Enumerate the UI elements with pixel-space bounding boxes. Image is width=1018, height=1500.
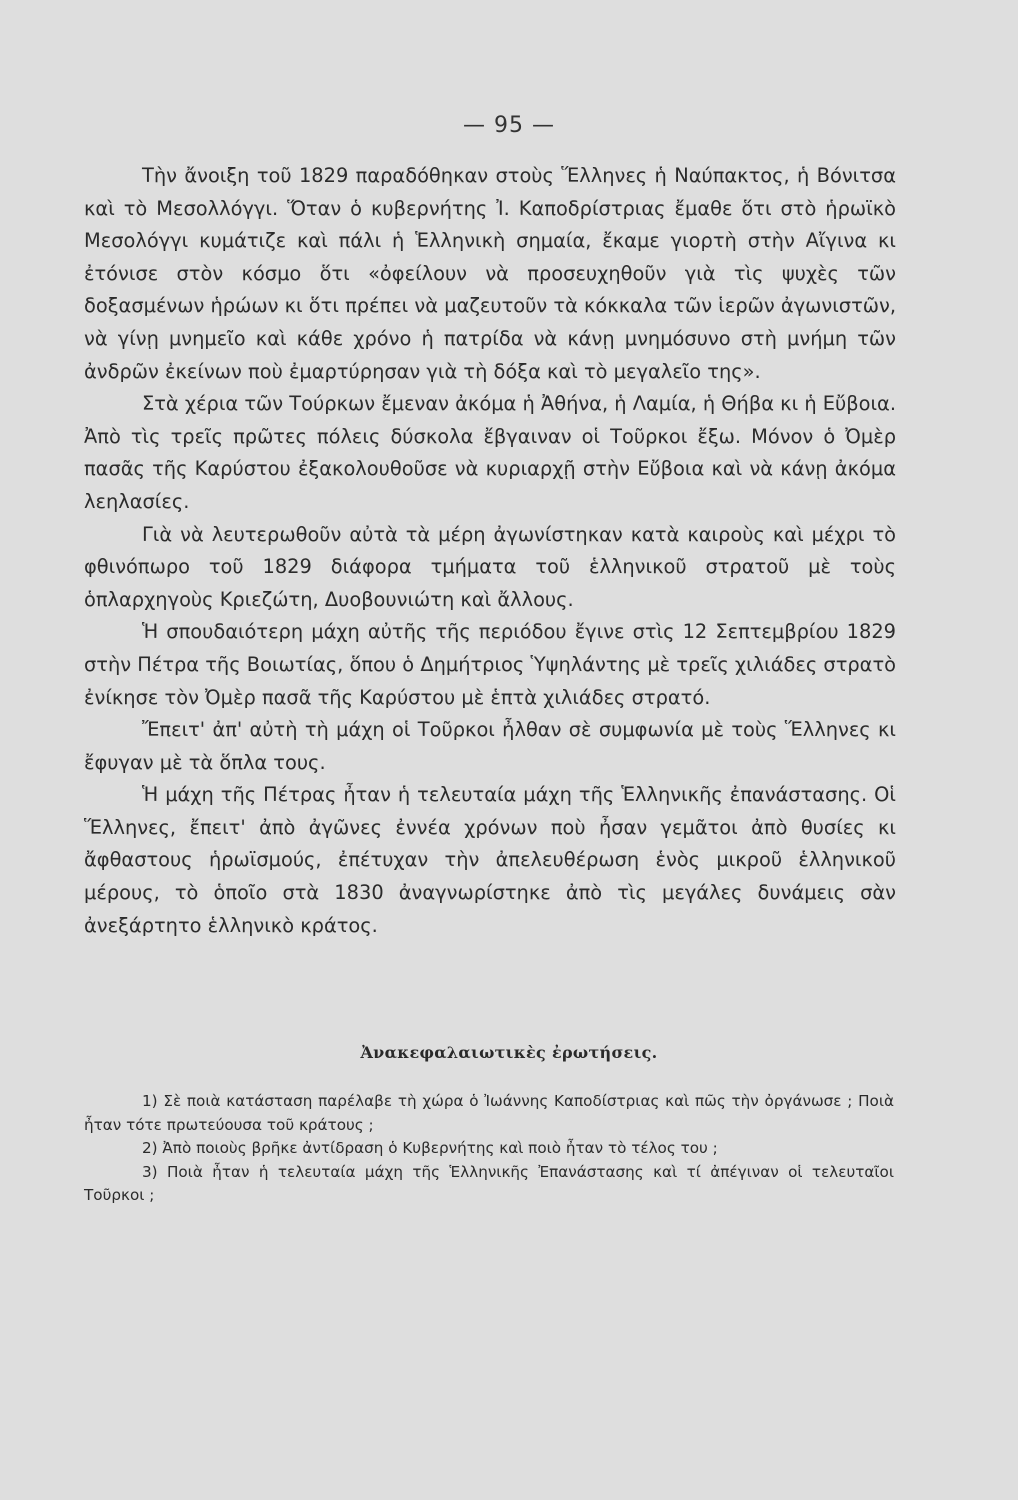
question-item: 1) Σὲ ποιὰ κατάσταση παρέλαβε τὴ χώρα ὁ Ἰωάννης Καποδίστριας καὶ πῶς τὴν ὀργάνωσε ; Ποιὰ ἦταν τότε πρωτεύουσα τοῦ κράτους ;	[84, 1092, 894, 1134]
paragraph: Τὴν ἄνοιξη τοῦ 1829 παραδόθηκαν στοὺς Ἕλληνες ἡ Ναύπακτος, ἡ Βόνιτσα καὶ τὸ Μεσολλόγγι. Ὅταν ὁ κυβερνήτης Ἰ. Καποδρίστριας ἔμαθε ὅτι στὸ ἡρωϊκὸ Μεσολόγγι κυμάτιζε καὶ πάλι ἡ Ἑλληνικὴ σημαία, ἔκαμε γιορτὴ στὴν Αἴγινα κι ἐτόνισε στὸν κόσμο ὅτι «ὀφείλουν νὰ προσευχηθοῦν γιὰ τὶς ψυχὲς τῶν δοξασμένων ἡρώων κι ὅτι πρέπει νὰ μαζευτοῦν τὰ κόκκαλα τῶν ἱερῶν ἀγωνιστῶν, νὰ γίνῃ μνημεῖο καὶ κάθε χρόνο ἡ πατρίδα νὰ κάνῃ μνημόσυνο στὴ μνήμη τῶν ἀνδρῶν ἐκείνων ποὺ ἐμαρτύρησαν γιὰ τὴ δόξα καὶ τὸ μεγαλεῖο της».	[84, 164, 896, 383]
paragraph: Στὰ χέρια τῶν Τούρκων ἔμεναν ἀκόμα ἡ Ἀθήνα, ἡ Λαμία, ἡ Θήβα κι ἡ Εὔβοια. Ἀπὸ τὶς τρεῖς πρῶτες πόλεις δύσκολα ἔβγαιναν οἱ Τοῦρκοι ἔξω. Μόνον ὁ Ὀμὲρ πασᾶς τῆς Καρύστου ἐξακολουθοῦσε νὰ κυριαρχῇ στὴν Εὔβοια καὶ νὰ κάνῃ ἀκόμα λεηλασίες.	[84, 392, 896, 513]
main-text	[84, 160, 896, 942]
paragraph: Γιὰ νὰ λευτερωθοῦν αὐτὰ τὰ μέρη ἀγωνίστηκαν κατὰ καιροὺς καὶ μέχρι τὸ φθινόπωρο τοῦ 1829 διάφορα τμήματα τοῦ ἑλληνικοῦ στρατοῦ μὲ τοὺς ὁπλαρχηγοὺς Κριεζώτη, Δυοβουνιώτη καὶ ἄλλους.	[84, 522, 896, 611]
review-questions	[84, 1090, 894, 1208]
page-number: — 95 —	[463, 113, 555, 138]
paragraph: Ἔπειτ' ἀπ' αὐτὴ τὴ μάχη οἱ Τοῦρκοι ἦλθαν σὲ συμφωνία μὲ τοὺς Ἕλληνες κι ἔφυγαν μὲ τὰ ὅπλα τους.	[84, 718, 896, 774]
question-item: 2) Ἀπὸ ποιοὺς βρῆκε ἀντίδραση ὁ Κυβερνήτης καὶ ποιὸ ἦταν τὸ τέλος του ;	[142, 1139, 718, 1157]
paragraph: Ἡ σπουδαιότερη μάχη αὐτῆς τῆς περιόδου ἔγινε στὶς 12 Σεπτεμβρίου 1829 στὴν Πέτρα τῆς Βοιωτίας, ὅπου ὁ Δημήτριος Ὑψηλάντης μὲ τρεῖς χιλιάδες στρατὸ ἐνίκησε τὸν Ὀμὲρ πασᾶ τῆς Καρύστου μὲ ἑπτὰ χιλιάδες στρατό.	[84, 620, 896, 709]
questions-heading: Ἀνακεφαλαιωτικὲς ἐρωτήσεις.	[360, 1043, 658, 1062]
question-item: 3) Ποιὰ ἦταν ἡ τελευταία μάχη τῆς Ἑλληνικῆς Ἐπανάστασης καὶ τί ἀπέγιναν οἱ τελευταῖοι Τοῦρκοι ;	[84, 1162, 894, 1204]
paragraph: Ἡ μάχη τῆς Πέτρας ἦταν ἡ τελευταία μάχη τῆς Ἑλληνικῆς ἐπανάστασης. Οἱ Ἕλληνες, ἔπειτ' ἀπὸ ἀγῶνες ἐννέα χρόνων ποὺ ἦσαν γεμᾶτοι ἀπὸ θυσίες κι ἄφθαστους ἡρωϊσμούς, ἐπέτυχαν τὴν ἀπελευθέρωση ἑνὸς μικροῦ ἑλληνικοῦ μέρους, τὸ ὁποῖο στὰ 1830 ἀναγνωρίστηκε ἀπὸ τὶς μεγάλες δυνάμεις σὰν ἀνεξάρτητο ἑλληνικὸ κράτος.	[84, 783, 896, 937]
